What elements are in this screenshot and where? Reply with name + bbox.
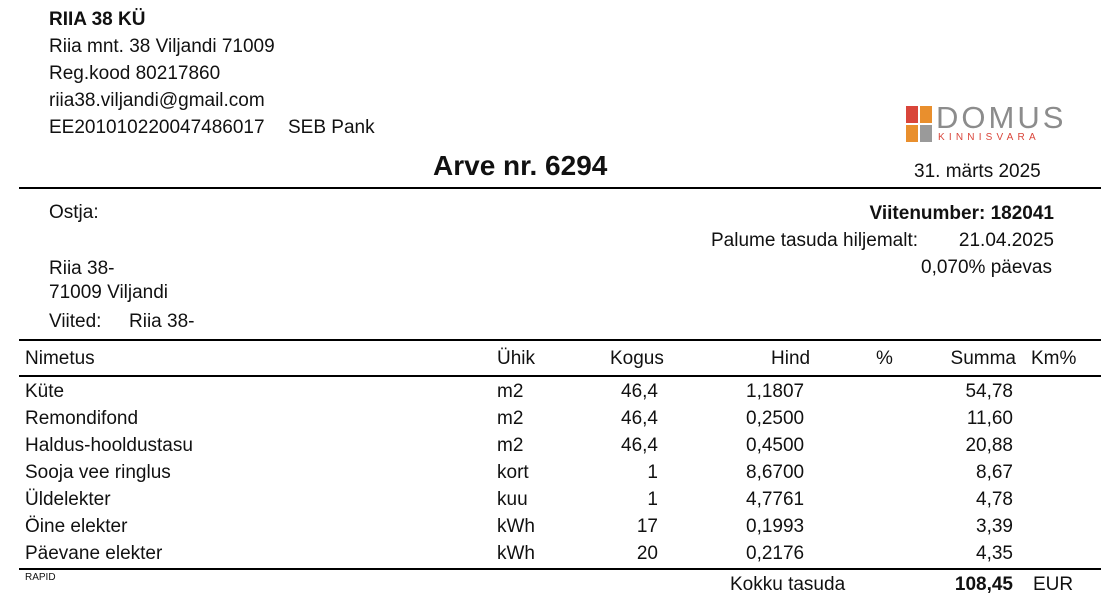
- cell-name: Remondifond: [25, 408, 139, 429]
- seller-email: riia38.viljandi@gmail.com: [49, 90, 265, 111]
- total-value: 108,45: [954, 574, 1013, 595]
- logo-text: DOMUS: [936, 100, 1067, 135]
- cell-unit: kWh: [497, 543, 535, 564]
- col-name-header: Nimetus: [25, 348, 95, 369]
- cell-name: Päevane elekter: [25, 543, 163, 564]
- cell-qty: 46,4: [621, 435, 658, 456]
- buyer-ref-value: Riia 38-: [129, 311, 195, 332]
- table-top-divider: [19, 339, 1101, 341]
- cell-unit: m2: [497, 408, 524, 429]
- rapid-label: RAPID: [25, 572, 56, 583]
- table-row: [0, 462, 1111, 489]
- cell-sum: 4,78: [976, 489, 1013, 510]
- reference-number: Viitenumber: 182041: [869, 203, 1054, 224]
- cell-name: Haldus-hooldustasu: [25, 435, 193, 456]
- cell-unit: m2: [497, 435, 524, 456]
- cell-qty: 1: [647, 462, 658, 483]
- col-price-header: Hind: [771, 348, 811, 369]
- cell-sum: 3,39: [976, 516, 1013, 537]
- cell-price: 0,4500: [746, 435, 805, 456]
- table-row: [0, 381, 1111, 408]
- buyer-city: 71009 Viljandi: [49, 282, 169, 303]
- logo-subtext: KINNISVARA: [938, 132, 1040, 143]
- total-label: Kokku tasuda: [730, 574, 846, 595]
- penalty-rate: 0,070% päevas: [921, 257, 1052, 278]
- table-row: [0, 435, 1111, 462]
- col-sum-header: Summa: [950, 348, 1016, 369]
- seller-address: Riia mnt. 38 Viljandi 71009: [49, 36, 275, 57]
- col-qty-header: Kogus: [610, 348, 664, 369]
- due-date: 21.04.2025: [958, 230, 1054, 251]
- invoice-title: Arve nr. 6294: [433, 150, 608, 181]
- cell-qty: 46,4: [621, 381, 658, 402]
- cell-qty: 20: [636, 543, 658, 564]
- cell-price: 4,7761: [746, 489, 805, 510]
- cell-sum: 4,35: [976, 543, 1013, 564]
- table-row: [0, 489, 1111, 516]
- cell-sum: 8,67: [976, 462, 1013, 483]
- cell-price: 0,2500: [746, 408, 805, 429]
- invoice-date: 31. märts 2025: [914, 161, 1041, 182]
- cell-qty: 1: [647, 489, 658, 510]
- cell-name: Üldelekter: [25, 489, 111, 510]
- cell-name: Sooja vee ringlus: [25, 462, 171, 483]
- cell-price: 0,1993: [746, 516, 805, 537]
- table-row: [0, 543, 1111, 570]
- header-divider: [19, 187, 1101, 189]
- domus-logo-icon: [906, 106, 932, 142]
- buyer-label: Ostja:: [49, 202, 99, 223]
- seller-iban: EE201010220047486017: [49, 117, 265, 138]
- col-km-header: Km%: [1031, 348, 1077, 369]
- buyer-street: Riia 38-: [49, 258, 115, 279]
- cell-sum: 20,88: [965, 435, 1013, 456]
- cell-sum: 54,78: [965, 381, 1013, 402]
- cell-name: Küte: [25, 381, 65, 402]
- cell-sum: 11,60: [966, 408, 1013, 429]
- seller-reg-code: Reg.kood 80217860: [49, 63, 221, 84]
- cell-unit: kWh: [497, 516, 535, 537]
- table-row: [0, 408, 1111, 435]
- seller-bank: SEB Pank: [288, 117, 375, 138]
- cell-price: 8,6700: [746, 462, 805, 483]
- due-label: Palume tasuda hiljemalt:: [711, 230, 918, 251]
- cell-unit: m2: [497, 381, 524, 402]
- cell-unit: kort: [497, 462, 529, 483]
- cell-unit: kuu: [497, 489, 528, 510]
- cell-qty: 17: [636, 516, 658, 537]
- currency: EUR: [1033, 574, 1074, 595]
- table-header-divider: [19, 375, 1101, 377]
- buyer-ref-label: Viited:: [49, 311, 102, 332]
- cell-price: 1,1807: [746, 381, 805, 402]
- table-header: [0, 348, 1111, 375]
- table-row: [0, 516, 1111, 543]
- col-pct-header: %: [876, 348, 893, 369]
- cell-name: Öine elekter: [25, 516, 128, 537]
- cell-qty: 46,4: [621, 408, 658, 429]
- table-bottom-divider: [19, 568, 1101, 570]
- seller-name: RIIA 38 KÜ: [49, 9, 146, 30]
- col-unit-header: Ühik: [497, 348, 536, 369]
- cell-price: 0,2176: [746, 543, 805, 564]
